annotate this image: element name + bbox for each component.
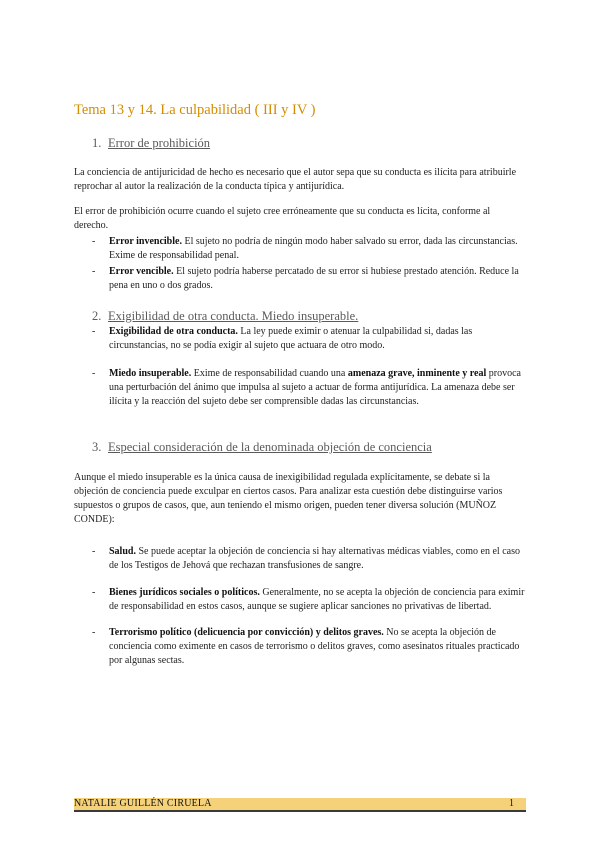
dash-marker: - <box>92 326 96 337</box>
list-item <box>92 325 528 353</box>
paragraph: El error de prohibición ocurre cuando el sujeto cree erróneamente que su conducta es lícita, conforme al derecho. <box>74 206 491 231</box>
item-emphasis: amenaza grave, inminente y real <box>347 368 487 379</box>
item-text: El sujeto podría haberse percatado de su error si hubiese prestado atención. Reduce la pena en uno o dos grados. <box>109 266 519 291</box>
page-footer <box>74 798 526 812</box>
section-heading-1 <box>92 136 210 150</box>
bullet-list <box>92 235 528 293</box>
item-text: Generalmente, no se acepta la objeción de conciencia para eximir de responsabilidad en estos casos, aunque se sugiere aplicar sanciones no privativas de libertad. <box>109 587 525 612</box>
dash-marker: - <box>92 236 96 247</box>
item-term: Terrorismo político (delicuencia por convicción) y delitos graves. <box>109 627 384 638</box>
footer-author: NATALIE GUILLÉN CIRUELA <box>74 798 212 809</box>
item-text: provoca una perturbación del ánimo que impulsa al sujeto a actuar de forma antijurídica. La amenaza debe ser ilícita y la reacción del sujeto debe ser comprensible dadas las circunstancias. <box>109 368 521 407</box>
item-term: Error invencible. <box>109 236 182 247</box>
section-number: 3. <box>92 440 102 454</box>
section-title: Especial consideración de la denominada objeción de conciencia <box>108 440 432 454</box>
dash-marker: - <box>92 587 96 598</box>
item-text: Se puede aceptar la objeción de conciencia si hay alternativas médicas viables, como en el caso de los Testigos de Jehová que rechazan transfusiones de sangre. <box>109 546 520 571</box>
dash-marker: - <box>92 368 96 379</box>
document-title: Tema 13 y 14. La culpabilidad ( III y IV ) <box>74 102 316 118</box>
bullet-list <box>92 545 528 668</box>
list-item <box>92 235 528 263</box>
item-text: La ley puede eximir o atenuar la culpabilidad si, dadas las circunstancias, no se podía exigir al sujeto que actuara de otro modo. <box>109 326 473 351</box>
section-title: Error de prohibición <box>108 136 211 150</box>
section-title: Exigibilidad de otra conducta. Miedo insuperable. <box>108 309 359 323</box>
section-heading-3 <box>92 440 432 454</box>
list-item <box>92 367 528 409</box>
list-item <box>92 586 528 614</box>
item-term: Error vencible. <box>109 266 174 277</box>
section-heading-2 <box>92 309 358 323</box>
footer-page-number: 1 <box>509 798 514 809</box>
item-term: Miedo insuperable. <box>109 368 192 379</box>
section-number: 1. <box>92 136 102 150</box>
list-item <box>92 265 528 293</box>
dash-marker: - <box>92 627 96 638</box>
item-text: Exime de responsabilidad cuando una <box>191 368 348 379</box>
bullet-list <box>92 325 528 409</box>
paragraph: La conciencia de antijuricidad de hecho es necesario que el autor sepa que su conducta es ilícita para atribuirle reprochar al autor la realización de la conducta típica y antijurídica. <box>74 167 517 192</box>
item-term: Salud. <box>109 546 136 557</box>
list-item <box>92 626 528 668</box>
dash-marker: - <box>92 546 96 557</box>
item-term: Exigibilidad de otra conducta. <box>109 326 238 337</box>
dash-marker: - <box>92 266 96 277</box>
section-number: 2. <box>92 309 102 323</box>
item-text: El sujeto no podría de ningún modo haber salvado su error, dada las circunstancias. Exime de responsabilidad penal. <box>109 236 518 261</box>
list-item <box>92 545 528 573</box>
item-term: Bienes jurídicos sociales o políticos. <box>109 587 260 598</box>
item-text: No se acepta la objeción de conciencia como eximente en casos de terrorismo o delitos graves, como asesinatos rituales practicado por algunas sectas. <box>109 627 520 666</box>
paragraph: Aunque el miedo insuperable es la única causa de inexigibilidad regulada explícitamente, se debate si la objeción de conciencia puede exculpar en ciertos casos. Para analizar esta cuestión debe distinguirse varios supuestos o grupos de casos, que, aun teniendo el mismo origen, pueden tener diversa solución (MUÑOZ CONDE): <box>74 472 503 525</box>
